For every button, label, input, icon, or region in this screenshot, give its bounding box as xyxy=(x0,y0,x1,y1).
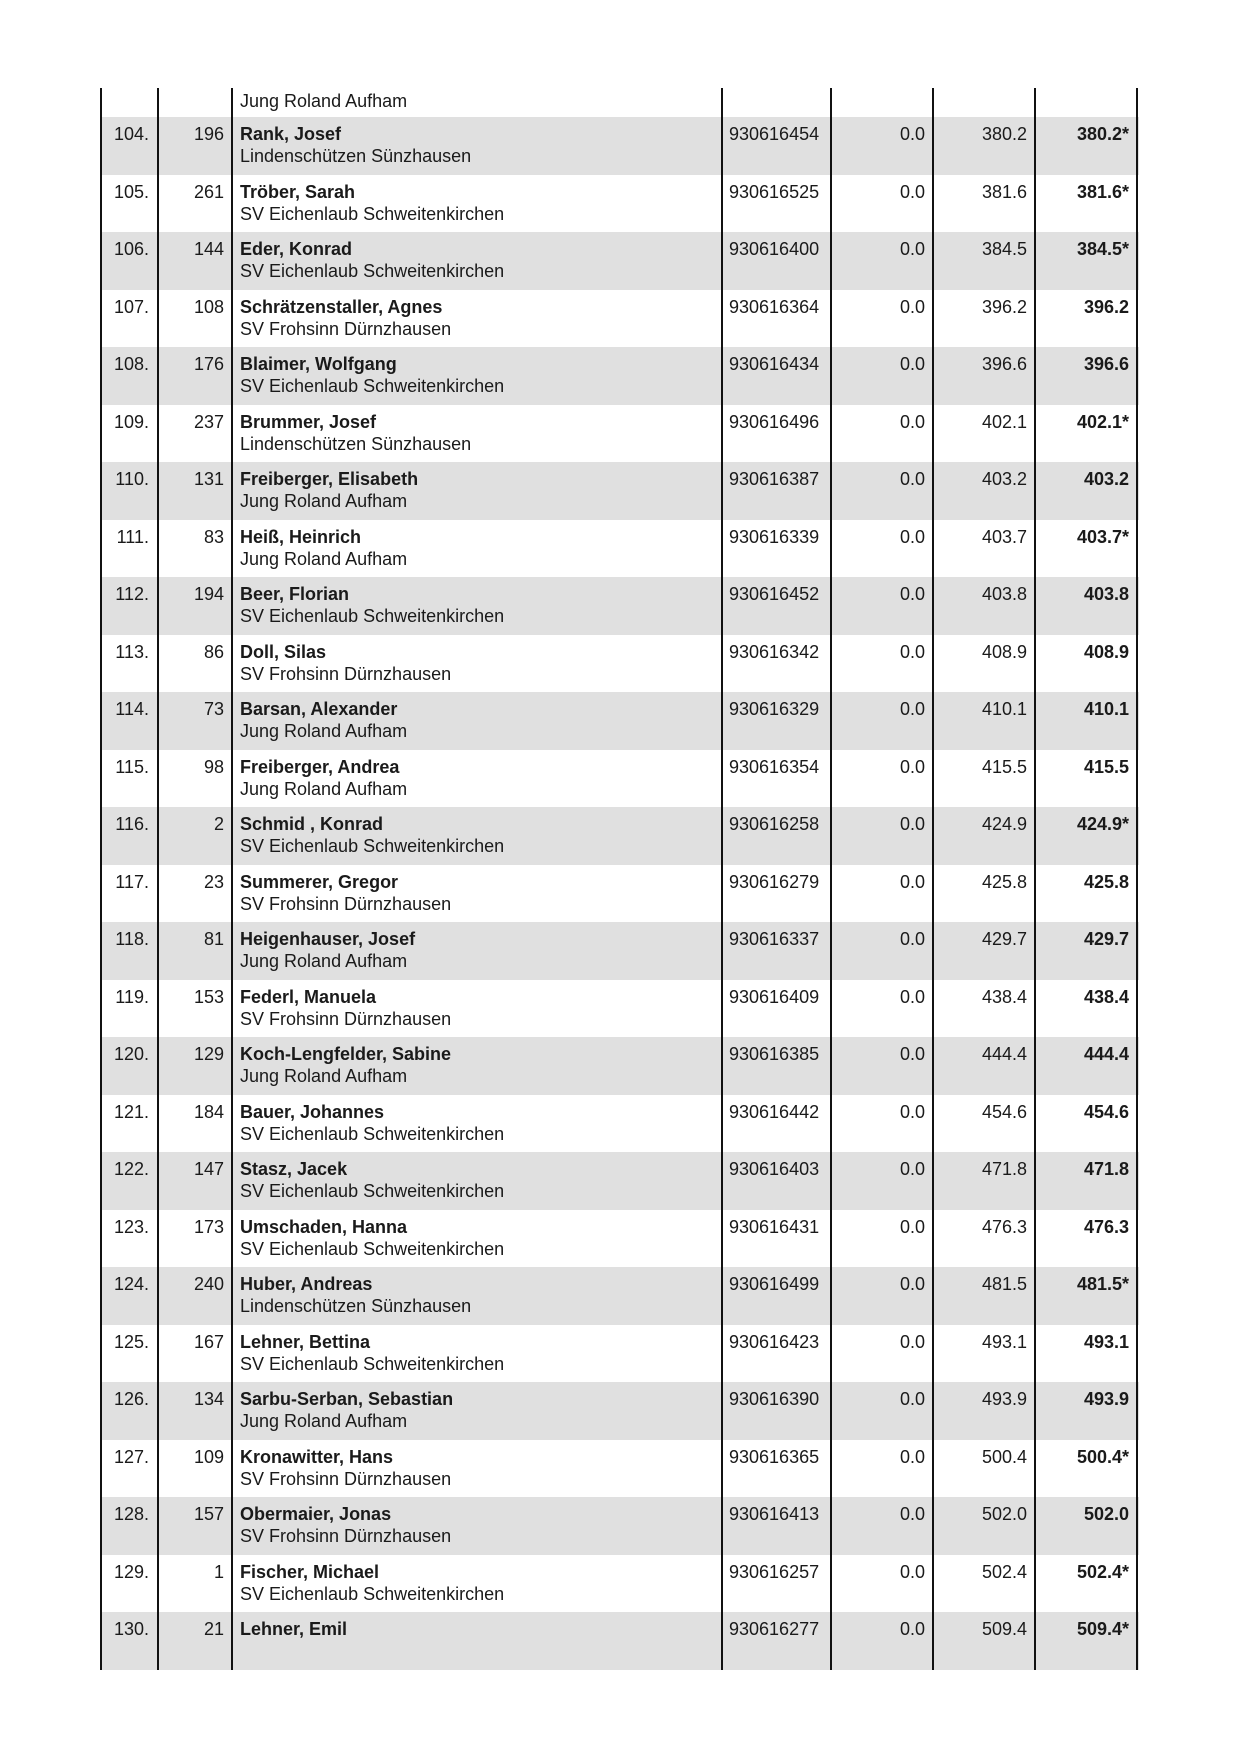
rank-cell: 116. xyxy=(100,807,157,865)
total-cell: 444.4 xyxy=(1034,1037,1138,1095)
value1-cell: 0.0 xyxy=(830,692,932,750)
value1-cell: 0.0 xyxy=(830,1325,932,1383)
total-cell: 424.9* xyxy=(1034,807,1138,865)
club-name: SV Eichenlaub Schweitenkirchen xyxy=(240,376,505,396)
id-cell: 930616364 xyxy=(721,290,830,348)
athlete-name: Huber, Andreas xyxy=(240,1274,373,1294)
total-cell: 502.0 xyxy=(1034,1497,1138,1555)
rank-cell: 114. xyxy=(100,692,157,750)
athlete-name: Summerer, Gregor xyxy=(240,871,399,892)
rank-cell: 121. xyxy=(100,1095,157,1153)
value1-cell: 0.0 xyxy=(830,347,932,405)
rank-cell: 123. xyxy=(100,1210,157,1268)
club-name: Lindenschützen Sünzhausen xyxy=(240,146,472,166)
rank-cell: 126. xyxy=(100,1382,157,1440)
bib-cell: 261 xyxy=(157,175,231,233)
athlete-name: Bauer, Johannes xyxy=(240,1101,385,1122)
bib-cell: 23 xyxy=(157,865,231,923)
id-cell: 930616385 xyxy=(721,1037,830,1095)
value1-cell: 0.0 xyxy=(830,922,932,980)
rank-cell: 107. xyxy=(100,290,157,348)
club-name: SV Frohsinn Dürnzhausen xyxy=(240,1008,452,1029)
athlete-name: Fischer, Michael xyxy=(240,1561,380,1582)
table-row xyxy=(100,1612,1139,1670)
id-cell: 930616277 xyxy=(721,1612,830,1670)
total-cell: 429.7 xyxy=(1034,922,1138,980)
athlete-name: Federl, Manuela xyxy=(240,986,377,1007)
bib-cell: 134 xyxy=(157,1382,231,1440)
total-cell: 493.9 xyxy=(1034,1382,1138,1440)
bib-cell: 108 xyxy=(157,290,231,348)
total-cell: 396.6 xyxy=(1034,347,1138,405)
athlete-name: Barsan, Alexander xyxy=(240,699,398,719)
name-cell xyxy=(231,1555,721,1613)
value1-cell: 0.0 xyxy=(830,290,932,348)
name-cell xyxy=(231,980,721,1038)
bib-cell: 194 xyxy=(157,577,231,635)
name-cell xyxy=(231,347,721,405)
total-cell: 408.9 xyxy=(1034,635,1138,693)
name-cell xyxy=(231,405,721,463)
value2-cell: 493.9 xyxy=(932,1382,1034,1440)
id-cell: 930616342 xyxy=(721,635,830,693)
name-cell xyxy=(231,807,721,865)
athlete-name: Schrätzenstaller, Agnes xyxy=(240,296,443,317)
total-cell: 384.5* xyxy=(1034,232,1138,290)
total-cell: 410.1 xyxy=(1034,692,1138,750)
bib-cell: 129 xyxy=(157,1037,231,1095)
value2-cell: 410.1 xyxy=(932,692,1034,750)
bib-cell: 173 xyxy=(157,1210,231,1268)
athlete-name: Sarbu-Serban, Sebastian xyxy=(240,1389,454,1409)
bib-cell: 184 xyxy=(157,1095,231,1153)
athlete-name: Koch-Lengfelder, Sabine xyxy=(240,1044,452,1064)
athlete-name: Freiberger, Andrea xyxy=(240,756,400,777)
total-cell: 380.2* xyxy=(1034,117,1138,175)
id-cell: 930616258 xyxy=(721,807,830,865)
value1-cell: 0.0 xyxy=(830,1382,932,1440)
rank-cell: 108. xyxy=(100,347,157,405)
club-name: SV Frohsinn Dürnzhausen xyxy=(240,1526,452,1546)
value1-cell: 0.0 xyxy=(830,1497,932,1555)
value1-cell: 0.0 xyxy=(830,175,932,233)
rank-cell xyxy=(100,88,157,117)
total-cell: 454.6 xyxy=(1034,1095,1138,1153)
value1-cell: 0.0 xyxy=(830,750,932,808)
total-cell: 493.1 xyxy=(1034,1325,1138,1383)
bib-cell: 157 xyxy=(157,1497,231,1555)
athlete-name: Kronawitter, Hans xyxy=(240,1446,394,1467)
club-name: SV Eichenlaub Schweitenkirchen xyxy=(240,1181,505,1201)
rank-cell: 117. xyxy=(100,865,157,923)
name-cell xyxy=(231,175,721,233)
table-row xyxy=(100,807,1139,865)
value1-cell: 0.0 xyxy=(830,1555,932,1613)
total-cell: 402.1* xyxy=(1034,405,1138,463)
name-cell xyxy=(231,922,721,980)
value2-cell: 509.4 xyxy=(932,1612,1034,1670)
value1-cell: 0.0 xyxy=(830,1440,932,1498)
athlete-name: Freiberger, Elisabeth xyxy=(240,469,419,489)
bib-cell: 144 xyxy=(157,232,231,290)
bib-cell: 81 xyxy=(157,922,231,980)
bib-cell: 1 xyxy=(157,1555,231,1613)
table-row xyxy=(100,635,1139,693)
club-name: SV Eichenlaub Schweitenkirchen xyxy=(240,836,505,856)
athlete-name: Umschaden, Hanna xyxy=(240,1216,408,1237)
name-cell xyxy=(231,1210,721,1268)
id-cell: 930616496 xyxy=(721,405,830,463)
value1-cell: 0.0 xyxy=(830,117,932,175)
club-name: SV Eichenlaub Schweitenkirchen xyxy=(240,203,505,224)
name-cell xyxy=(231,232,721,290)
club-name: Lindenschützen Sünzhausen xyxy=(240,433,472,454)
club-name: Jung Roland Aufham xyxy=(240,91,408,111)
club-name: SV Frohsinn Dürnzhausen xyxy=(240,318,452,339)
name-cell xyxy=(231,635,721,693)
rank-cell: 112. xyxy=(100,577,157,635)
bib-cell: 237 xyxy=(157,405,231,463)
id-cell: 930616442 xyxy=(721,1095,830,1153)
value2-cell: 502.4 xyxy=(932,1555,1034,1613)
value1-cell: 0.0 xyxy=(830,1095,932,1153)
table-row xyxy=(100,462,1139,520)
total-cell: 481.5* xyxy=(1034,1267,1138,1325)
name-cell xyxy=(231,1152,721,1210)
total-cell: 471.8 xyxy=(1034,1152,1138,1210)
rank-cell: 109. xyxy=(100,405,157,463)
id-cell: 930616452 xyxy=(721,577,830,635)
bib-cell xyxy=(157,88,231,117)
value1-cell: 0.0 xyxy=(830,405,932,463)
bib-cell: 240 xyxy=(157,1267,231,1325)
bib-cell: 167 xyxy=(157,1325,231,1383)
value1-cell: 0.0 xyxy=(830,520,932,578)
club-name: Jung Roland Aufham xyxy=(240,721,408,741)
value2-cell: 429.7 xyxy=(932,922,1034,980)
rank-cell: 129. xyxy=(100,1555,157,1613)
value2-cell: 384.5 xyxy=(932,232,1034,290)
table-row xyxy=(100,405,1139,463)
club-name: Jung Roland Aufham xyxy=(240,951,408,971)
value2-cell: 403.2 xyxy=(932,462,1034,520)
athlete-name: Stasz, Jacek xyxy=(240,1159,348,1179)
rank-cell: 106. xyxy=(100,232,157,290)
club-name: Jung Roland Aufham xyxy=(240,491,408,511)
value1-cell: 0.0 xyxy=(830,980,932,1038)
name-cell xyxy=(231,117,721,175)
rank-cell: 120. xyxy=(100,1037,157,1095)
athlete-name: Obermaier, Jonas xyxy=(240,1504,392,1524)
total-cell xyxy=(1034,88,1138,117)
bib-cell: 153 xyxy=(157,980,231,1038)
table-row xyxy=(100,1267,1139,1325)
athlete-name: Blaimer, Wolfgang xyxy=(240,354,397,374)
total-cell: 396.2 xyxy=(1034,290,1138,348)
athlete-name: Lehner, Bettina xyxy=(240,1331,371,1352)
value1-cell: 0.0 xyxy=(830,865,932,923)
total-cell: 403.2 xyxy=(1034,462,1138,520)
table-row xyxy=(100,175,1139,233)
club-name: SV Eichenlaub Schweitenkirchen xyxy=(240,1583,505,1604)
id-cell: 930616329 xyxy=(721,692,830,750)
bib-cell: 109 xyxy=(157,1440,231,1498)
name-cell xyxy=(231,577,721,635)
table-row xyxy=(100,692,1139,750)
id-cell: 930616409 xyxy=(721,980,830,1038)
id-cell: 930616413 xyxy=(721,1497,830,1555)
value1-cell: 0.0 xyxy=(830,635,932,693)
name-cell xyxy=(231,1612,721,1670)
value1-cell: 0.0 xyxy=(830,1612,932,1670)
table-row xyxy=(100,1440,1139,1498)
total-cell: 509.4* xyxy=(1034,1612,1138,1670)
id-cell: 930616525 xyxy=(721,175,830,233)
table-row xyxy=(100,1497,1139,1555)
bib-cell: 196 xyxy=(157,117,231,175)
rank-cell: 105. xyxy=(100,175,157,233)
name-cell xyxy=(231,1095,721,1153)
rank-cell: 125. xyxy=(100,1325,157,1383)
name-cell xyxy=(231,1325,721,1383)
value1-cell: 0.0 xyxy=(830,577,932,635)
rank-cell: 110. xyxy=(100,462,157,520)
rank-cell: 118. xyxy=(100,922,157,980)
value2-cell: 380.2 xyxy=(932,117,1034,175)
value1-cell: 0.0 xyxy=(830,1267,932,1325)
table-row xyxy=(100,750,1139,808)
table-row xyxy=(100,1152,1139,1210)
name-cell xyxy=(231,1267,721,1325)
total-cell: 415.5 xyxy=(1034,750,1138,808)
name-cell xyxy=(231,692,721,750)
id-cell: 930616354 xyxy=(721,750,830,808)
value2-cell: 444.4 xyxy=(932,1037,1034,1095)
bib-cell: 86 xyxy=(157,635,231,693)
value2-cell: 476.3 xyxy=(932,1210,1034,1268)
table-row xyxy=(100,1037,1139,1095)
rank-cell: 130. xyxy=(100,1612,157,1670)
value2-cell: 500.4 xyxy=(932,1440,1034,1498)
value2-cell: 408.9 xyxy=(932,635,1034,693)
name-cell xyxy=(231,1497,721,1555)
name-cell xyxy=(231,750,721,808)
value2-cell: 454.6 xyxy=(932,1095,1034,1153)
value1-cell: 0.0 xyxy=(830,462,932,520)
total-cell: 425.8 xyxy=(1034,865,1138,923)
name-cell xyxy=(231,1037,721,1095)
id-cell: 930616337 xyxy=(721,922,830,980)
id-cell xyxy=(721,88,830,117)
value1-cell: 0.0 xyxy=(830,1210,932,1268)
total-cell: 500.4* xyxy=(1034,1440,1138,1498)
value1-cell: 0.0 xyxy=(830,232,932,290)
athlete-name: Brummer, Josef xyxy=(240,411,377,432)
table-row xyxy=(100,290,1139,348)
club-name: Jung Roland Aufham xyxy=(240,778,408,799)
bib-cell: 98 xyxy=(157,750,231,808)
value2-cell: 493.1 xyxy=(932,1325,1034,1383)
table-row xyxy=(100,520,1139,578)
total-cell: 438.4 xyxy=(1034,980,1138,1038)
rank-cell: 127. xyxy=(100,1440,157,1498)
athlete-name: Lehner, Emil xyxy=(240,1619,348,1639)
value2-cell: 402.1 xyxy=(932,405,1034,463)
id-cell: 930616339 xyxy=(721,520,830,578)
bib-cell: 83 xyxy=(157,520,231,578)
value2-cell: 381.6 xyxy=(932,175,1034,233)
table-row xyxy=(100,922,1139,980)
athlete-name: Eder, Konrad xyxy=(240,239,353,259)
value1-cell xyxy=(830,88,932,117)
rank-cell: 115. xyxy=(100,750,157,808)
table-row xyxy=(100,980,1139,1038)
id-cell: 930616365 xyxy=(721,1440,830,1498)
bib-cell: 147 xyxy=(157,1152,231,1210)
id-cell: 930616499 xyxy=(721,1267,830,1325)
table-row xyxy=(100,1095,1139,1153)
rank-cell: 124. xyxy=(100,1267,157,1325)
id-cell: 930616403 xyxy=(721,1152,830,1210)
id-cell: 930616390 xyxy=(721,1382,830,1440)
value1-cell: 0.0 xyxy=(830,1037,932,1095)
club-name: Jung Roland Aufham xyxy=(240,548,408,569)
value2-cell: 403.7 xyxy=(932,520,1034,578)
table-row xyxy=(100,1210,1139,1268)
id-cell: 930616257 xyxy=(721,1555,830,1613)
total-cell: 403.8 xyxy=(1034,577,1138,635)
table-row xyxy=(100,1325,1139,1383)
results-table xyxy=(100,88,1139,1670)
value2-cell: 396.6 xyxy=(932,347,1034,405)
id-cell: 930616423 xyxy=(721,1325,830,1383)
club-name: SV Eichenlaub Schweitenkirchen xyxy=(240,606,505,626)
value2-cell: 438.4 xyxy=(932,980,1034,1038)
club-name: SV Eichenlaub Schweitenkirchen xyxy=(240,1238,505,1259)
value1-cell: 0.0 xyxy=(830,1152,932,1210)
table-row xyxy=(100,347,1139,405)
name-cell xyxy=(231,290,721,348)
athlete-name: Heiß, Heinrich xyxy=(240,526,362,547)
value2-cell: 425.8 xyxy=(932,865,1034,923)
athlete-name: Tröber, Sarah xyxy=(240,181,356,202)
value2-cell: 396.2 xyxy=(932,290,1034,348)
id-cell: 930616454 xyxy=(721,117,830,175)
athlete-name: Rank, Josef xyxy=(240,124,342,144)
total-cell: 502.4* xyxy=(1034,1555,1138,1613)
bib-cell: 131 xyxy=(157,462,231,520)
name-cell xyxy=(231,1382,721,1440)
rank-cell: 104. xyxy=(100,117,157,175)
club-name: SV Eichenlaub Schweitenkirchen xyxy=(240,261,505,281)
athlete-name: Doll, Silas xyxy=(240,641,327,662)
club-name: SV Frohsinn Dürnzhausen xyxy=(240,893,452,914)
table-row xyxy=(100,1382,1139,1440)
bib-cell: 21 xyxy=(157,1612,231,1670)
bib-cell: 2 xyxy=(157,807,231,865)
athlete-name: Schmid , Konrad xyxy=(240,814,384,834)
id-cell: 930616387 xyxy=(721,462,830,520)
table-row xyxy=(100,232,1139,290)
club-name: SV Frohsinn Dürnzhausen xyxy=(240,663,452,684)
club-name: SV Frohsinn Dürnzhausen xyxy=(240,1468,452,1489)
name-cell xyxy=(231,88,721,117)
table-row xyxy=(100,1555,1139,1613)
value2-cell: 471.8 xyxy=(932,1152,1034,1210)
table-row xyxy=(100,577,1139,635)
club-name: SV Eichenlaub Schweitenkirchen xyxy=(240,1353,505,1374)
club-name: Jung Roland Aufham xyxy=(240,1411,408,1431)
name-cell xyxy=(231,1440,721,1498)
id-cell: 930616434 xyxy=(721,347,830,405)
rank-cell: 128. xyxy=(100,1497,157,1555)
athlete-name: Heigenhauser, Josef xyxy=(240,929,416,949)
name-cell xyxy=(231,865,721,923)
value2-cell: 481.5 xyxy=(932,1267,1034,1325)
table-row xyxy=(100,117,1139,175)
name-cell xyxy=(231,520,721,578)
rank-cell: 122. xyxy=(100,1152,157,1210)
id-cell: 930616279 xyxy=(721,865,830,923)
id-cell: 930616400 xyxy=(721,232,830,290)
value2-cell: 415.5 xyxy=(932,750,1034,808)
value2-cell xyxy=(932,88,1034,117)
rank-cell: 113. xyxy=(100,635,157,693)
club-name: Lindenschützen Sünzhausen xyxy=(240,1296,472,1316)
club-name: Jung Roland Aufham xyxy=(240,1066,408,1086)
value2-cell: 424.9 xyxy=(932,807,1034,865)
total-cell: 381.6* xyxy=(1034,175,1138,233)
table-row-continuation xyxy=(100,88,1139,117)
table-row xyxy=(100,865,1139,923)
name-cell xyxy=(231,462,721,520)
bib-cell: 73 xyxy=(157,692,231,750)
value1-cell: 0.0 xyxy=(830,807,932,865)
rank-cell: 119. xyxy=(100,980,157,1038)
total-cell: 476.3 xyxy=(1034,1210,1138,1268)
club-name: SV Eichenlaub Schweitenkirchen xyxy=(240,1123,505,1144)
total-cell: 403.7* xyxy=(1034,520,1138,578)
value2-cell: 403.8 xyxy=(932,577,1034,635)
value2-cell: 502.0 xyxy=(932,1497,1034,1555)
athlete-name: Beer, Florian xyxy=(240,584,350,604)
rank-cell: 111. xyxy=(100,520,157,578)
id-cell: 930616431 xyxy=(721,1210,830,1268)
bib-cell: 176 xyxy=(157,347,231,405)
